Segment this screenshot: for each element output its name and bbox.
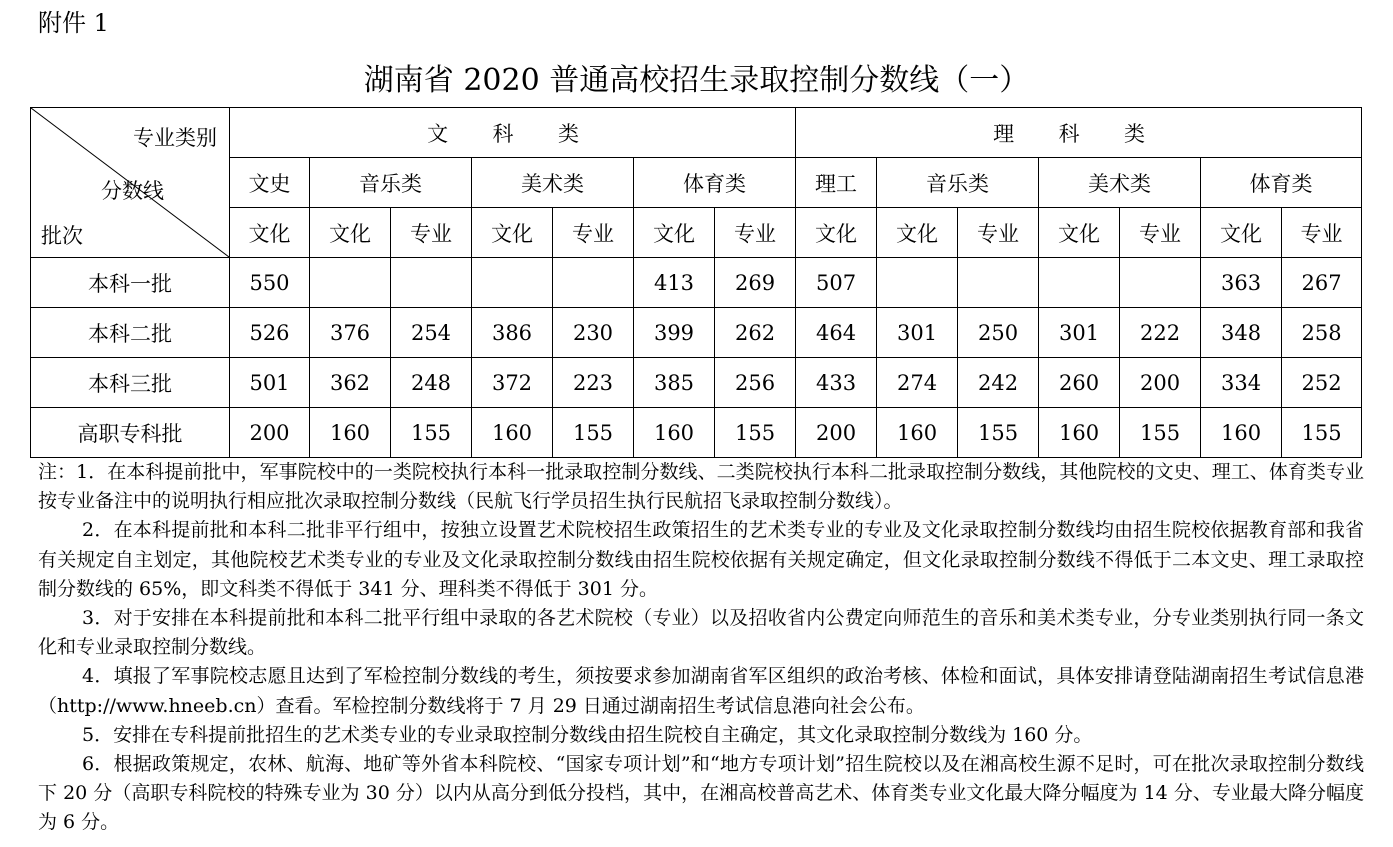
subcategory-cell: 音乐类 [310, 158, 472, 208]
score-cell: 252 [1282, 358, 1362, 408]
score-cell: 385 [634, 358, 715, 408]
score-cell: 155 [1120, 408, 1201, 458]
score-cell [310, 258, 391, 308]
score-cell: 160 [1039, 408, 1120, 458]
score-cell: 262 [715, 308, 796, 358]
note-paragraph: 4．填报了军事院校志愿且达到了军检控制分数线的考生，须按要求参加湖南省军区组织的政治考核、体检和面试，具体安排请登陆湖南招生考试信息港（http://www.hneeb.cn）查看。军检控制分数线将于 7 月 29 日通过湖南招生考试信息港向社会公布。 [38, 665, 1364, 717]
subcolumn-cell: 专业 [715, 208, 796, 258]
table-row [31, 358, 1362, 408]
note-paragraph: 3．对于安排在本科提前批和本科二批平行组中录取的各艺术院校（专业）以及招收省内公费定向师范生的音乐和美术类专业，分专业类别执行同一条文化和专业录取控制分数线。 [38, 607, 1364, 659]
table-row [31, 308, 1362, 358]
score-cell: 269 [715, 258, 796, 308]
score-cell: 362 [310, 358, 391, 408]
batch-cell: 本科一批 [31, 258, 230, 308]
subcategory-cell: 美术类 [1039, 158, 1201, 208]
subcolumn-cell: 专业 [1120, 208, 1201, 258]
score-cell: 464 [796, 308, 877, 358]
note-paragraph: 2．在本科提前批和本科二批非平行组中，按独立设置艺术院校招生政策招生的艺术类专业的专业及文化录取控制分数线均由招生院校依据教育部和我省有关规定自主划定，其他院校艺术类专业的专业及文化录取控制分数线由招生院校依据有关规定确定，但文化录取控制分数线不得低于二本文史、理工录取控制分数线的 65%，即文科类不得低于 341 分、理科类不得低于 301 分。 [38, 519, 1364, 600]
score-cell [553, 258, 634, 308]
score-cell: 155 [958, 408, 1039, 458]
score-cell: 223 [553, 358, 634, 408]
group-header-liberal-arts: 文 科 类 [230, 108, 796, 158]
score-cell: 200 [1120, 358, 1201, 408]
score-cell: 200 [796, 408, 877, 458]
batch-cell: 本科二批 [31, 308, 230, 358]
note-paragraph: 6．根据政策规定，农林、航海、地矿等外省本科院校、“国家专项计划”和“地方专项计划”招生院校以及在湘高校生源不足时，可在批次录取控制分数线下 20 分（高职专科院校的特殊专业为 30 分）以内从高分到低分投档，其中，在湘高校普高艺术、体育类专业文化最大降分幅度为 14 分、专业最大降分幅度为 6 分。 [38, 753, 1364, 834]
subcategory-cell: 理工 [796, 158, 877, 208]
score-cell: 372 [472, 358, 553, 408]
score-cell: 507 [796, 258, 877, 308]
subcolumn-cell: 专业 [553, 208, 634, 258]
score-cell: 260 [1039, 358, 1120, 408]
score-cell: 399 [634, 308, 715, 358]
subcategory-cell: 体育类 [634, 158, 796, 208]
subcolumn-cell: 文化 [1039, 208, 1120, 258]
score-cell: 258 [1282, 308, 1362, 358]
table-row [31, 258, 1362, 308]
score-cell: 242 [958, 358, 1039, 408]
batch-cell: 高职专科批 [31, 408, 230, 458]
score-cell: 160 [310, 408, 391, 458]
score-cell: 155 [391, 408, 472, 458]
subcolumn-cell: 文化 [472, 208, 553, 258]
score-cell: 160 [877, 408, 958, 458]
subcolumn-cell: 专业 [958, 208, 1039, 258]
score-cell: 274 [877, 358, 958, 408]
score-cell: 222 [1120, 308, 1201, 358]
score-cell: 267 [1282, 258, 1362, 308]
subcolumn-cell: 文化 [230, 208, 310, 258]
group-header-science: 理 科 类 [796, 108, 1362, 158]
score-cell [877, 258, 958, 308]
score-cell: 155 [553, 408, 634, 458]
score-cell: 200 [230, 408, 310, 458]
subcolumn-cell: 文化 [634, 208, 715, 258]
subcolumn-cell: 专业 [391, 208, 472, 258]
score-cell: 376 [310, 308, 391, 358]
subcolumn-cell: 文化 [796, 208, 877, 258]
score-cell: 301 [877, 308, 958, 358]
score-cell [472, 258, 553, 308]
table-row [31, 408, 1362, 458]
score-cell: 301 [1039, 308, 1120, 358]
score-cell: 230 [553, 308, 634, 358]
note-paragraph: 5．安排在专科提前批招生的艺术类专业的专业录取控制分数线由招生院校自主确定，其文化录取控制分数线为 160 分。 [82, 723, 1093, 746]
score-cell: 155 [715, 408, 796, 458]
table-header-row [31, 108, 1362, 158]
note-paragraph: 注：1．在本科提前批中，军事院校中的一类院校执行本科一批录取控制分数线、二类院校执行本科二批录取控制分数线，其他院校的文史、理工、体育类专业按专业备注中的说明执行相应批次录取控制分数线（民航飞行学员招生执行民航招飞录取控制分数线）。 [38, 461, 1364, 513]
score-cell: 160 [634, 408, 715, 458]
corner-batch-label: 批次 [41, 224, 83, 248]
score-cell: 160 [472, 408, 553, 458]
score-cell [958, 258, 1039, 308]
subcategory-cell: 美术类 [472, 158, 634, 208]
subcolumn-cell: 文化 [310, 208, 391, 258]
score-cell [391, 258, 472, 308]
score-cell: 160 [1201, 408, 1282, 458]
score-cell: 386 [472, 308, 553, 358]
corner-category-label: 专业类别 [133, 126, 217, 150]
subcategory-cell: 文史 [230, 158, 310, 208]
subcolumn-cell: 文化 [1201, 208, 1282, 258]
batch-cell: 本科三批 [31, 358, 230, 408]
score-cell: 526 [230, 308, 310, 358]
score-cell: 334 [1201, 358, 1282, 408]
subcategory-row [31, 158, 1362, 208]
subcategory-cell: 体育类 [1201, 158, 1362, 208]
notes-section [38, 458, 1364, 838]
attachment-label: 附件 1 [38, 9, 109, 37]
score-cell: 348 [1201, 308, 1282, 358]
score-cell: 254 [391, 308, 472, 358]
score-cell [1039, 258, 1120, 308]
subcolumn-cell: 专业 [1282, 208, 1362, 258]
score-cell: 155 [1282, 408, 1362, 458]
score-cell: 363 [1201, 258, 1282, 308]
score-cell: 501 [230, 358, 310, 408]
score-cell: 256 [715, 358, 796, 408]
score-cell: 413 [634, 258, 715, 308]
score-table [30, 107, 1362, 458]
corner-score-label: 分数线 [101, 179, 164, 203]
score-cell: 550 [230, 258, 310, 308]
subcolumn-row [31, 208, 1362, 258]
subcategory-cell: 音乐类 [877, 158, 1039, 208]
score-cell: 248 [391, 358, 472, 408]
subcolumn-cell: 文化 [877, 208, 958, 258]
score-cell: 250 [958, 308, 1039, 358]
score-cell [1120, 258, 1201, 308]
score-cell: 433 [796, 358, 877, 408]
page-title: 湖南省 2020 普通高校招生录取控制分数线（一） [363, 63, 1030, 98]
corner-cell [31, 108, 230, 258]
